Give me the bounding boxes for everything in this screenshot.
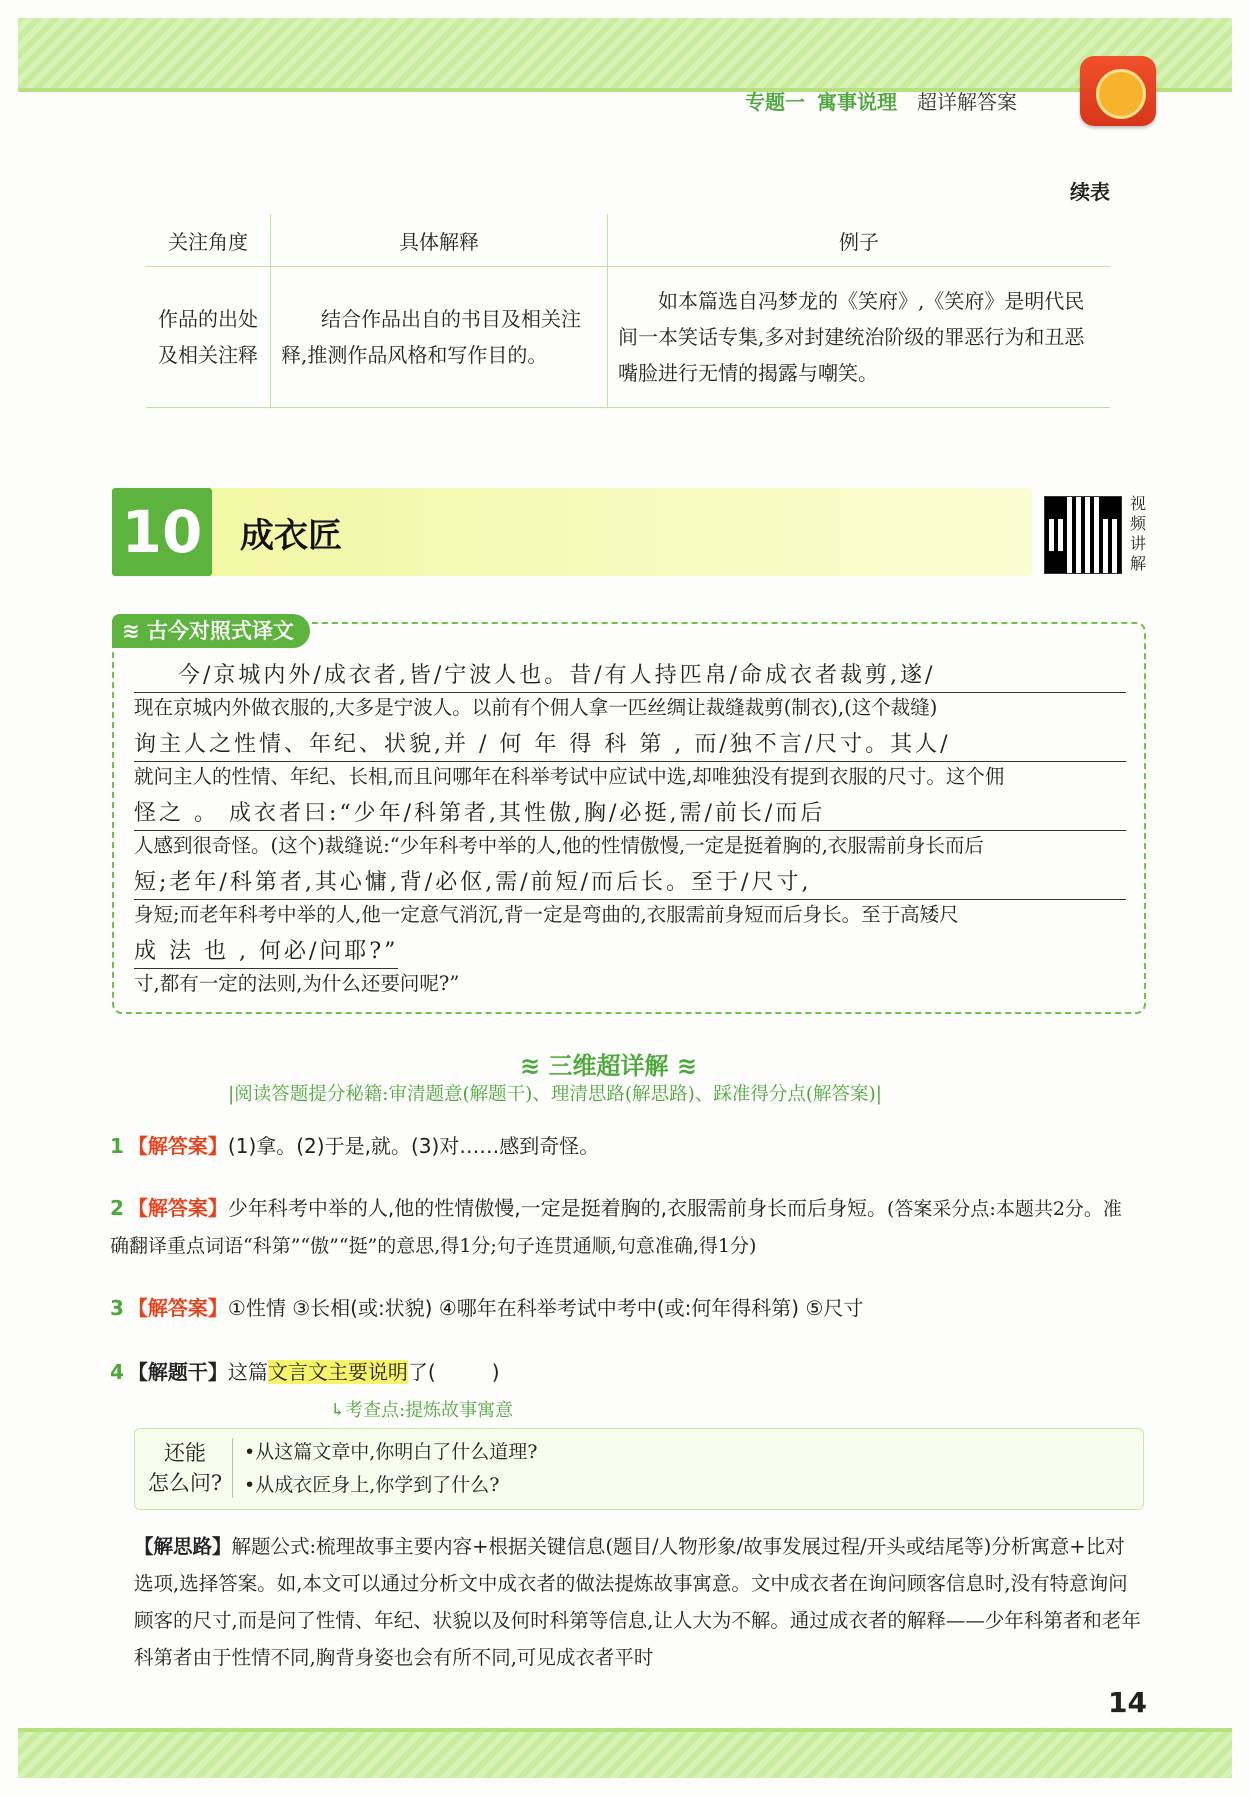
translation-body xyxy=(134,660,1126,1005)
video-label-char: 解 xyxy=(1130,554,1147,573)
table-cell-explanation: 结合作品出自的书目及相关注释,推测作品风格和写作目的。 xyxy=(271,267,608,408)
continued-table xyxy=(146,214,1110,408)
logo-emblem-icon xyxy=(1096,69,1146,119)
header-topic: 专题一 xyxy=(745,90,805,114)
video-label-char: 讲 xyxy=(1130,534,1147,553)
table-cell-angle xyxy=(146,267,271,408)
scoring-note: (答案采分点:本题共2分。准确翻译重点词语“科第”“傲”“挺”的意思,得1分;句子连贯通顺,句意准确,得1分) xyxy=(110,1198,1122,1257)
analysis-subtitle: |阅读答题提分秘籍:审清题意(解题干)、理清思路(解思路)、踩准得分点(解答案)| xyxy=(228,1084,883,1105)
question-4 xyxy=(110,1354,1140,1390)
angle-line: 及相关注释 xyxy=(158,343,258,367)
header-answer-label: 超详解答案 xyxy=(917,90,1017,114)
solution-path-text: 解题公式:梳理故事主要内容+根据关键信息(题目/人物形象/故事发展过程/开头或结尾等)分析寓意+比对选项,选择答案。如,本文可以通过分析文中成衣者的做法提炼故事寓意。文中成衣者在询问顾客信息时,没有特意询问顾客的尺寸,而是问了性情、年纪、状貌以及何时科第等信息,让人大为不解。通过成衣者的解释——少年科第者和老年科第者由于性情不同,胸背身姿也会有所不同,可见成衣者平时 xyxy=(134,1535,1141,1669)
top-decorative-band xyxy=(18,18,1232,92)
original-line: 询主人之性情、年纪、状貌,并 / 何 年 得 科 第 , 而/独不言/尺寸。其人/ xyxy=(134,729,1126,762)
angle-line: 作品的出处 xyxy=(158,307,258,331)
original-line: 短;老年/科第者,其心慵,背/必伛,需/前短/而后长。至于/尺寸, xyxy=(134,867,1126,900)
running-header xyxy=(745,86,1017,115)
question-number: 4 xyxy=(110,1360,124,1384)
table-header: 具体解释 xyxy=(271,214,608,267)
ask-more-divider xyxy=(232,1438,233,1498)
answer-tag: 【解答案】 xyxy=(127,1196,228,1220)
translated-line: 寸,都有一定的法则,为什么还要问呢?” xyxy=(134,972,460,995)
ask-more-item: •从成衣匠身上,你学到了什么? xyxy=(244,1474,500,1496)
question-3 xyxy=(110,1290,1140,1326)
page-number: 14 xyxy=(1108,1686,1147,1719)
qr-code-icon[interactable] xyxy=(1044,496,1122,574)
exam-point-note: ↳考查点:提炼故事寓意 xyxy=(330,1400,514,1421)
publisher-logo xyxy=(1080,56,1156,126)
stem-tag: 【解题干】 xyxy=(127,1360,228,1384)
ask-more-label-line: 还能 xyxy=(164,1441,206,1465)
lesson-title: 成衣匠 xyxy=(240,516,342,556)
translated-line: 身短;而老年科考中举的人,他一定意气消沉,背一定是弯曲的,衣服需前身短而后身长。至于高矮尺 xyxy=(134,903,959,926)
question-number: 2 xyxy=(110,1196,124,1220)
answer-text: ①性情 ③长相(或:状貌) ④哪年在科举考试中考中(或:何年得科第) ⑤尺寸 xyxy=(227,1296,864,1320)
original-line: 成 法 也 , 何必/问耶?” xyxy=(134,936,398,969)
bottom-decorative-band xyxy=(18,1728,1232,1778)
answer-tag: 【解答案】 xyxy=(127,1134,228,1158)
original-line: 怪之 。 成衣者曰:“少年/科第者,其性傲,胸/必挺,需/前长/而后 xyxy=(134,798,1126,831)
answer-tag: 【解答案】 xyxy=(127,1296,228,1320)
table-row xyxy=(146,267,1110,408)
solution-path-tag: 【解思路】 xyxy=(134,1535,232,1558)
table-header: 关注角度 xyxy=(146,214,271,267)
video-label-char: 视 xyxy=(1130,494,1147,513)
analysis-title: ≋ 三维超详解 ≋ xyxy=(520,1052,697,1080)
stem-highlight: 文言文主要说明 xyxy=(267,1360,408,1384)
question-1 xyxy=(110,1128,1140,1164)
question-2 xyxy=(110,1190,1140,1264)
translated-line: 现在京城内外做衣服的,大多是宁波人。以前有个佣人拿一匹丝绸让裁缝裁剪(制衣),(这个裁缝) xyxy=(134,696,938,719)
original-line: 今/京城内外/成衣者,皆/宁波人也。昔/有人持匹帛/命成衣者裁剪,遂/ xyxy=(134,660,1126,693)
translated-line: 就问主人的性情、年纪、长相,而且问哪年在科举考试中应试中选,却唯独没有提到衣服的尺寸。这个佣 xyxy=(134,765,1005,788)
table-header-row xyxy=(146,214,1110,267)
video-label xyxy=(1130,494,1150,574)
lesson-number: 10 xyxy=(112,488,212,576)
table-cell-example: 如本篇选自冯梦龙的《笑府》,《笑府》是明代民间一本笑话专集,多对封建统治阶级的罪恶行为和丑恶嘴脸进行无情的揭露与嘲笑。 xyxy=(608,267,1111,408)
table-header: 例子 xyxy=(608,214,1111,267)
question-number: 3 xyxy=(110,1296,124,1320)
solution-path xyxy=(134,1528,1142,1676)
question-number: 1 xyxy=(110,1134,124,1158)
translation-tag-label: 古今对照式译文 xyxy=(146,619,294,643)
answer-text: 少年科考中举的人,他的性情傲慢,一定是挺着胸的,衣服需前身长而后身短。 xyxy=(227,1196,887,1220)
stem-text: 了( xyxy=(407,1360,436,1384)
analysis-title-text: 三维超详解 xyxy=(548,1052,669,1080)
answer-text: (1)拿。(2)于是,就。(3)对……感到奇怪。 xyxy=(227,1134,600,1158)
stem-text: ) xyxy=(491,1360,500,1384)
stem-text: 这篇 xyxy=(227,1360,268,1384)
ask-more-list xyxy=(244,1436,537,1502)
translated-line: 人感到很奇怪。(这个)裁缝说:“少年科考中举的人,他的性情傲慢,一定是挺着胸的,衣服需前身长而后 xyxy=(134,834,984,857)
ask-more-item: •从这篇文章中,你明白了什么道理? xyxy=(244,1441,538,1463)
header-lesson: 寓事说理 xyxy=(817,90,897,114)
ask-more-label-line: 怎么问? xyxy=(147,1471,223,1495)
ask-more-label xyxy=(144,1438,226,1498)
continued-label: 续表 xyxy=(1070,180,1110,204)
translation-tag: ≋ 古今对照式译文 xyxy=(112,614,310,648)
exam-point-text: 考查点:提炼故事寓意 xyxy=(345,1400,514,1421)
video-label-char: 频 xyxy=(1130,514,1147,533)
